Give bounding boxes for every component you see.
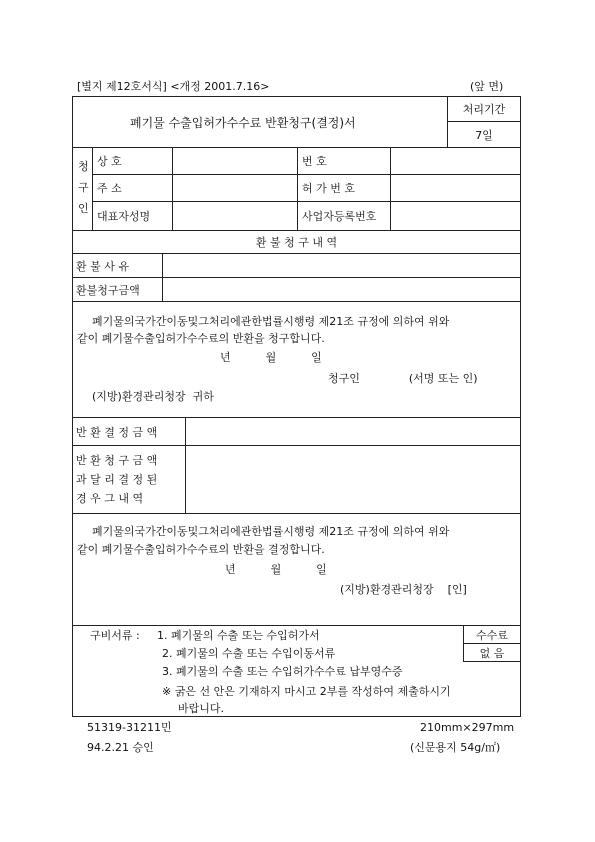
- attachments-label: 구비서류 :: [90, 629, 140, 642]
- footer-approval: 94.2.21 승인: [87, 741, 154, 754]
- representative-name-field[interactable]: [173, 202, 297, 230]
- applicant-group-label-1: 청: [78, 160, 89, 173]
- attachment-item-3: 3. 폐기물의 수출 또는 수입허가수수료 납부영수증: [162, 665, 403, 678]
- form-number: [별지 제12호서식] <개정 2001.7.16>: [77, 80, 270, 93]
- attachment-item-2: 2. 폐기물의 수출 또는 수입이동서류: [162, 647, 336, 660]
- decision-signature: (지방)환경관리청장 [인]: [340, 583, 467, 596]
- fee-label: 수수료: [476, 628, 508, 642]
- company-name-label: 상 호: [97, 155, 122, 168]
- request-addressee: (지방)환경관리청장 귀하: [92, 390, 214, 403]
- address-label: 주 소: [97, 182, 122, 195]
- registration-no-field[interactable]: [391, 148, 520, 174]
- difference-label-line-2: 과 달 리 결 정 된: [76, 473, 158, 486]
- fee-value: 없 음: [479, 646, 505, 660]
- applicant-group-label-2: 구: [78, 181, 89, 194]
- difference-detail-field[interactable]: [186, 446, 520, 513]
- attachment-item-1: 1. 폐기물의 수출 또는 수입허가서: [157, 629, 320, 642]
- attachment-note-line-1: ※ 굵은 선 안은 기재하지 마시고 2부를 작성하여 제출하시기: [162, 685, 451, 698]
- decision-text-line-1: 폐기물의국가간이동및그처리에관한법률시행령 제21조 규정에 의하여 위와: [92, 525, 450, 538]
- refund-amount-label: 환불청구금액: [76, 283, 140, 297]
- address-field[interactable]: [173, 175, 297, 201]
- applicant-signature: 청구인 (서명 또는 인): [328, 372, 478, 385]
- applicant-group-label-3: 인: [78, 202, 89, 215]
- decision-amount-field[interactable]: [186, 418, 520, 445]
- permit-no-label: 허 가 번 호: [302, 182, 355, 195]
- decision-amount-label: 반 환 결 정 금 액: [76, 425, 158, 439]
- page-side: (앞 면): [470, 80, 504, 93]
- company-name-field[interactable]: [173, 148, 297, 174]
- refund-reason-field[interactable]: [163, 254, 520, 277]
- refund-reason-label: 환 불 사 유: [76, 259, 129, 273]
- processing-period-value: 7일: [475, 128, 493, 142]
- request-date: 년 월 일: [220, 351, 322, 364]
- business-reg-no-label: 사업자등록번호: [302, 210, 377, 223]
- registration-no-label: 번 호: [302, 155, 327, 168]
- document-title: 폐기물 수출입허가수수료 반환청구(결정)서: [130, 115, 356, 130]
- request-text-line-2: 같이 폐기물수출입허가수수료의 반환을 청구합니다.: [77, 332, 325, 345]
- permit-no-field[interactable]: [391, 175, 520, 201]
- footer-paper-size: 210mm×297mm: [420, 721, 515, 734]
- attachment-note-line-2: 바랍니다.: [178, 702, 225, 715]
- request-text-line-1: 폐기물의국가간이동및그처리에관한법률시행령 제21조 규정에 의하여 위와: [92, 315, 450, 328]
- representative-name-label: 대표자성명: [97, 210, 151, 223]
- refund-amount-field[interactable]: [163, 278, 520, 301]
- difference-label-line-3: 경 우 그 내 역: [76, 492, 144, 505]
- refund-section-title: 환 불 청 구 내 역: [255, 236, 338, 249]
- footer-code: 51319-31211민: [87, 721, 172, 734]
- business-reg-no-field[interactable]: [391, 202, 520, 230]
- decision-date: 년 월 일: [225, 563, 327, 576]
- processing-period-label: 처리기간: [462, 103, 506, 116]
- difference-label-line-1: 반 환 청 구 금 액: [76, 454, 158, 467]
- decision-text-line-2: 같이 폐기물수출입허가수수료의 반환을 결정합니다.: [77, 543, 325, 556]
- footer-paper-type: (신문용지 54g/㎡): [410, 741, 501, 754]
